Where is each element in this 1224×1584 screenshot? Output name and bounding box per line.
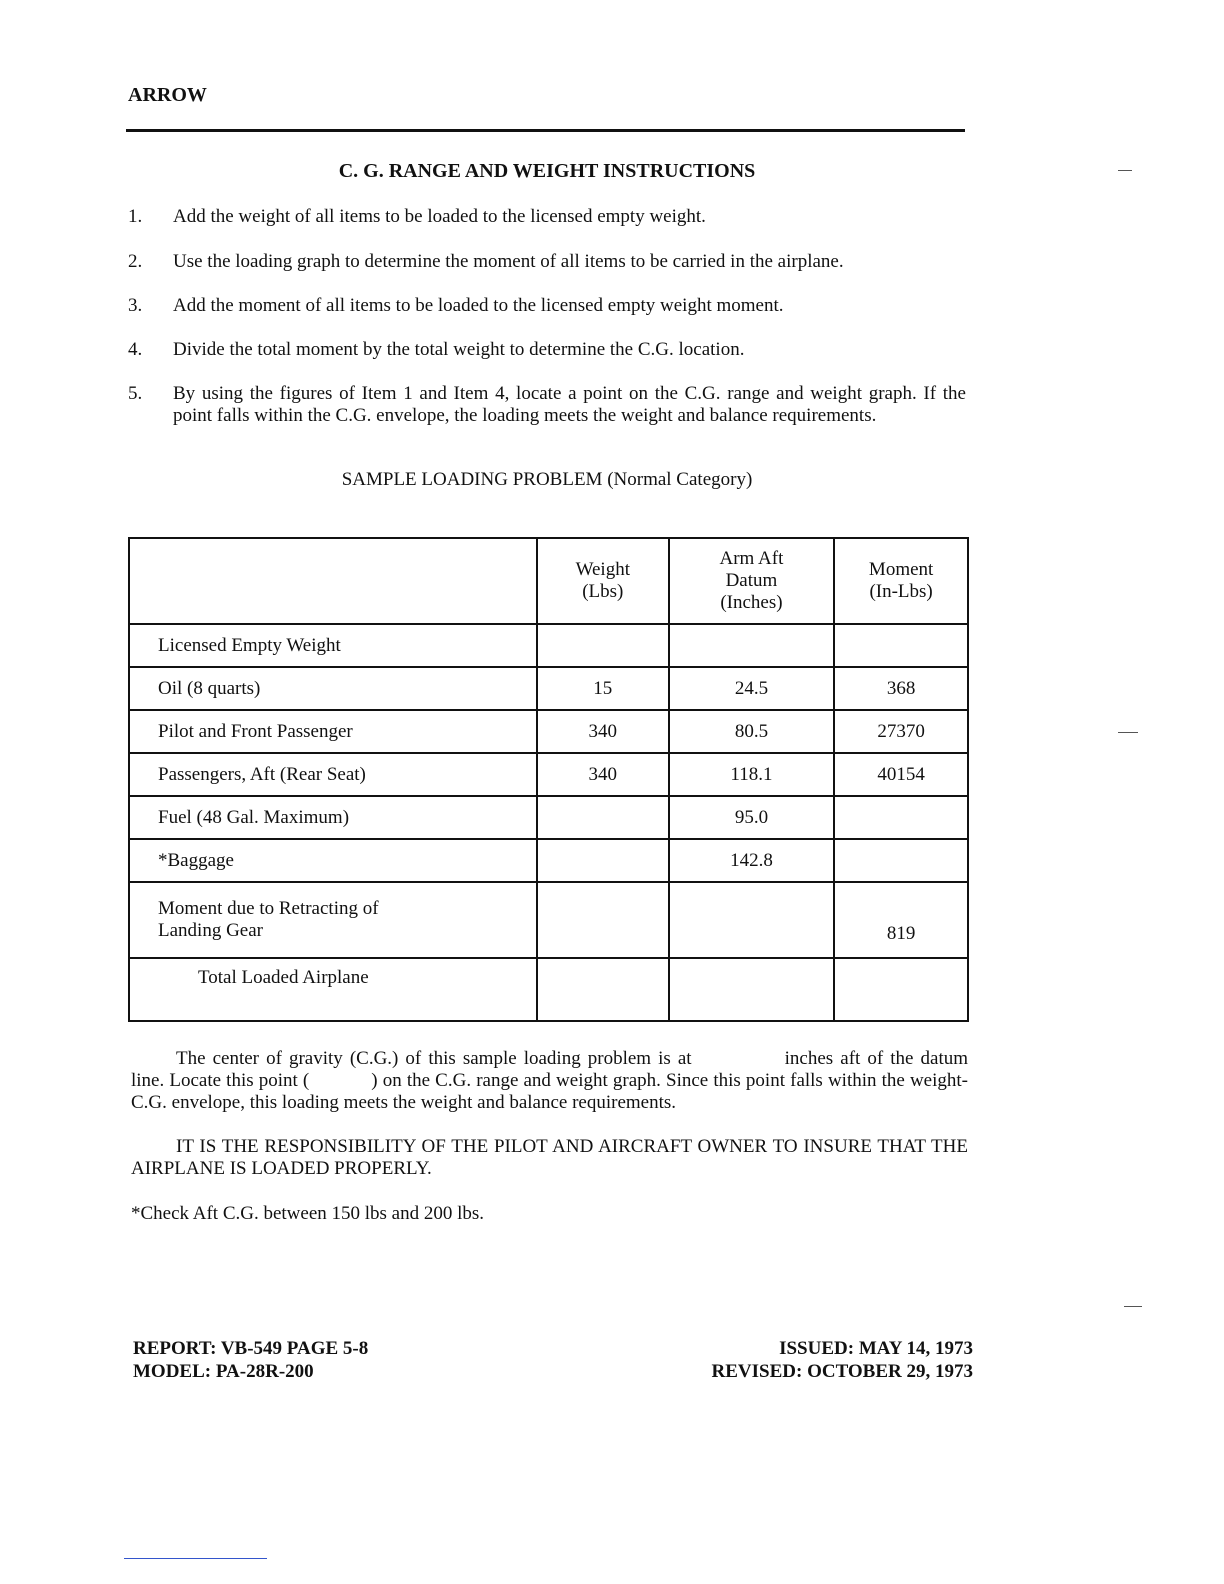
cg-paragraph: The center of gravity (C.G.) of this sample loading problem is at inches aft of the datum line. Locate this point ( ) on the C.G. range and weight graph. Since this point falls within the weight-C.G. envelope, this loading meets the weight and balance requirements. bbox=[131, 1048, 969, 1113]
responsibility-statement: IT IS THE RESPONSIBILITY OF THE PILOT AND AIRCRAFT OWNER TO INSURE THAT THE AIRPLANE IS LOADED PROPERLY. bbox=[131, 1136, 968, 1179]
baggage-note: *Check Aft C.G. between 150 lbs and 200 lbs. bbox=[131, 1203, 485, 1224]
bottom-edge-line bbox=[124, 1558, 267, 1559]
footer-left bbox=[133, 1337, 368, 1383]
instruction-text: By using the figures of Item 1 and Item 4, locate a point on the C.G. range and weight graph. If the point falls within the C.G. envelope, the loading meets the weight and balance requirements. bbox=[173, 383, 966, 426]
row-item: Fuel (48 Gal. Maximum) bbox=[129, 796, 537, 839]
row-arm: 118.1 bbox=[669, 753, 835, 796]
footer-right bbox=[600, 1337, 973, 1383]
table-row bbox=[129, 624, 968, 667]
row-item: Passengers, Aft (Rear Seat) bbox=[129, 753, 537, 796]
row-item: Licensed Empty Weight bbox=[129, 624, 537, 667]
instruction-item bbox=[128, 295, 966, 317]
row-weight bbox=[537, 796, 669, 839]
row-moment bbox=[834, 958, 968, 1021]
instruction-text: Add the moment of all items to be loaded to the licensed empty weight moment. bbox=[173, 295, 784, 316]
instruction-text: Add the weight of all items to be loaded to the licensed empty weight. bbox=[173, 206, 706, 227]
row-arm: 24.5 bbox=[669, 667, 835, 710]
row-weight: 15 bbox=[537, 667, 669, 710]
row-arm bbox=[669, 882, 835, 958]
section-title: C. G. RANGE AND WEIGHT INSTRUCTIONS bbox=[338, 160, 756, 182]
row-weight: 340 bbox=[537, 710, 669, 753]
table-row bbox=[129, 796, 968, 839]
scan-speck bbox=[1118, 732, 1138, 733]
instruction-item bbox=[128, 339, 966, 361]
row-arm bbox=[669, 958, 835, 1021]
row-arm: 142.8 bbox=[669, 839, 835, 882]
instruction-number: 1. bbox=[128, 206, 143, 227]
row-moment: 27370 bbox=[834, 710, 968, 753]
row-arm bbox=[669, 624, 835, 667]
instruction-number: 5. bbox=[128, 383, 143, 404]
scan-speck bbox=[1118, 170, 1132, 171]
table-row-total bbox=[129, 958, 968, 1021]
sample-loading-title: SAMPLE LOADING PROBLEM (Normal Category) bbox=[341, 469, 753, 490]
row-item: Total Loaded Airplane bbox=[129, 958, 537, 1021]
row-weight bbox=[537, 624, 669, 667]
footer-model: MODEL: PA-28R-200 bbox=[133, 1361, 314, 1382]
row-item: Moment due to Retracting of Landing Gear bbox=[129, 882, 537, 958]
row-moment: 368 bbox=[834, 667, 968, 710]
instruction-item bbox=[128, 206, 966, 228]
row-arm: 95.0 bbox=[669, 796, 835, 839]
instruction-text: Use the loading graph to determine the moment of all items to be carried in the airplane. bbox=[173, 251, 844, 272]
footer-revised: REVISED: OCTOBER 29, 1973 bbox=[711, 1361, 973, 1382]
instruction-text: Divide the total moment by the total weight to determine the C.G. location. bbox=[173, 339, 745, 360]
row-item: Oil (8 quarts) bbox=[129, 667, 537, 710]
row-moment: 819 bbox=[834, 882, 968, 958]
table-row bbox=[129, 753, 968, 796]
row-arm: 80.5 bbox=[669, 710, 835, 753]
row-weight bbox=[537, 958, 669, 1021]
row-weight: 340 bbox=[537, 753, 669, 796]
header-arm: Arm Aft Datum (Inches) bbox=[669, 538, 835, 624]
instruction-item bbox=[128, 383, 966, 449]
footer-report: REPORT: VB-549 PAGE 5-8 bbox=[133, 1338, 369, 1359]
page-header-title: ARROW bbox=[128, 84, 207, 106]
row-weight bbox=[537, 882, 669, 958]
row-moment: 40154 bbox=[834, 753, 968, 796]
row-moment bbox=[834, 796, 968, 839]
table-row-gear bbox=[129, 882, 968, 958]
row-weight bbox=[537, 839, 669, 882]
footer-issued: ISSUED: MAY 14, 1973 bbox=[779, 1338, 973, 1359]
row-moment bbox=[834, 624, 968, 667]
table-row bbox=[129, 839, 968, 882]
instruction-item bbox=[128, 251, 966, 273]
header-item bbox=[129, 538, 537, 624]
table-row bbox=[129, 667, 968, 710]
header-rule bbox=[126, 129, 965, 132]
loading-table bbox=[128, 537, 969, 1022]
instruction-number: 3. bbox=[128, 295, 143, 316]
row-moment bbox=[834, 839, 968, 882]
table-row bbox=[129, 710, 968, 753]
header-moment: Moment (In-Lbs) bbox=[834, 538, 968, 624]
table-header-row bbox=[129, 538, 968, 624]
row-item: Pilot and Front Passenger bbox=[129, 710, 537, 753]
instruction-number: 4. bbox=[128, 339, 143, 360]
header-weight: Weight (Lbs) bbox=[537, 538, 669, 624]
instruction-number: 2. bbox=[128, 251, 143, 272]
scan-speck bbox=[1124, 1306, 1142, 1307]
row-item: *Baggage bbox=[129, 839, 537, 882]
